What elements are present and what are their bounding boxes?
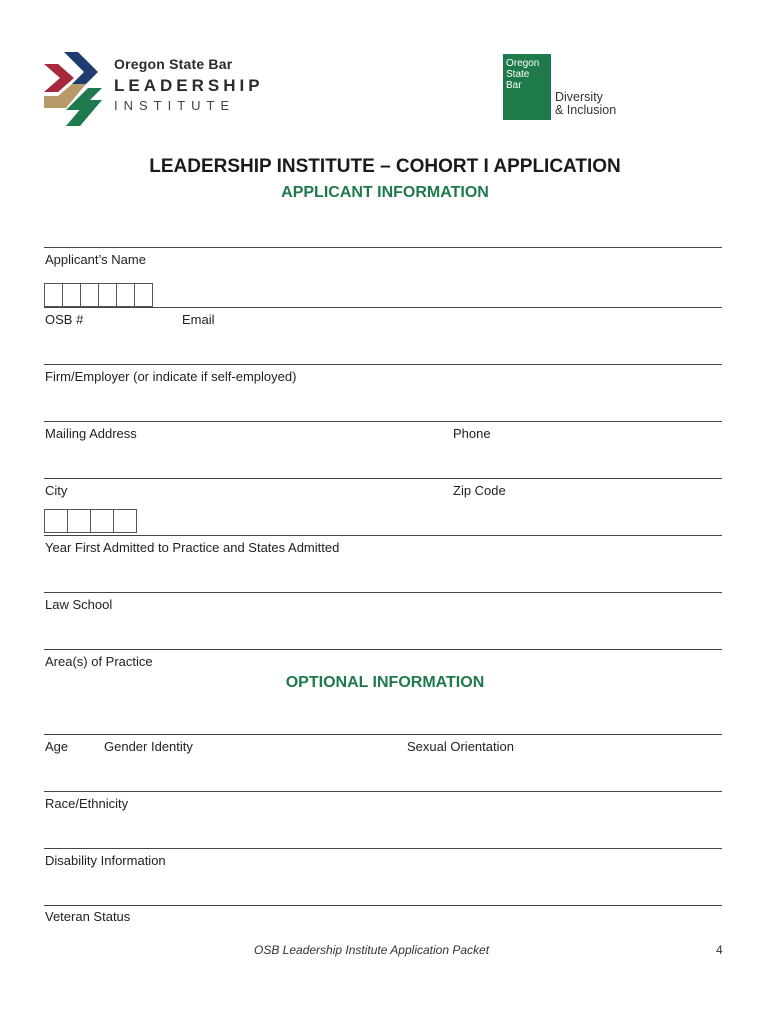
badge-line-3: Bar bbox=[506, 80, 522, 91]
logo-line-2: LEADERSHIP bbox=[114, 76, 264, 95]
year-digit-box[interactable] bbox=[113, 509, 137, 533]
osb-digit-box[interactable] bbox=[134, 283, 153, 307]
city-label: City bbox=[45, 483, 68, 498]
optional-section-heading: OPTIONAL INFORMATION bbox=[285, 674, 485, 691]
practice-label: Area(s) of Practice bbox=[45, 654, 153, 669]
year-field-line[interactable] bbox=[44, 535, 722, 536]
osb-digit-box[interactable] bbox=[98, 283, 117, 307]
city-field-line[interactable] bbox=[44, 478, 722, 479]
practice-field-line[interactable] bbox=[44, 649, 722, 650]
footer-text: OSB Leadership Institute Application Packet bbox=[254, 943, 490, 957]
race-label: Race/Ethnicity bbox=[45, 796, 129, 811]
law-school-field-line[interactable] bbox=[44, 592, 722, 593]
chevron-logo-icon bbox=[44, 52, 108, 130]
osb-email-field-line[interactable] bbox=[44, 307, 722, 308]
law-school-label: Law School bbox=[45, 597, 113, 612]
inclusion-label: & Inclusion bbox=[555, 103, 617, 117]
year-label: Year First Admitted to Practice and States Admitted bbox=[45, 540, 340, 555]
race-field-line[interactable] bbox=[44, 791, 722, 792]
mailing-field-line[interactable] bbox=[44, 421, 722, 422]
orientation-label: Sexual Orientation bbox=[407, 739, 514, 754]
osb-digit-box[interactable] bbox=[116, 283, 135, 307]
veteran-label: Veteran Status bbox=[45, 909, 131, 924]
year-digit-box[interactable] bbox=[67, 509, 91, 533]
osb-digit-box[interactable] bbox=[62, 283, 81, 307]
osb-label: OSB # bbox=[45, 312, 84, 327]
osb-digit-box[interactable] bbox=[44, 283, 63, 307]
age-gender-field-line[interactable] bbox=[44, 734, 722, 735]
age-label: Age bbox=[45, 739, 69, 754]
zip-label: Zip Code bbox=[453, 483, 506, 498]
firm-field-line[interactable] bbox=[44, 364, 722, 365]
osb-number-boxes[interactable] bbox=[44, 283, 152, 307]
page-title: LEADERSHIP INSTITUTE – COHORT I APPLICATION bbox=[149, 156, 621, 177]
year-boxes[interactable] bbox=[44, 509, 136, 533]
osb-digit-box[interactable] bbox=[80, 283, 99, 307]
badge-line-1: Oregon bbox=[506, 58, 540, 69]
diversity-label: Diversity bbox=[555, 90, 603, 104]
badge-line-2: State bbox=[506, 69, 530, 80]
mailing-label: Mailing Address bbox=[45, 426, 137, 441]
year-digit-box[interactable] bbox=[90, 509, 114, 533]
email-label: Email bbox=[182, 312, 215, 327]
name-field-line[interactable] bbox=[44, 247, 722, 248]
disability-label: Disability Information bbox=[45, 853, 166, 868]
disability-field-line[interactable] bbox=[44, 848, 722, 849]
veteran-field-line[interactable] bbox=[44, 905, 722, 906]
applicant-section-heading: APPLICANT INFORMATION bbox=[281, 184, 489, 201]
phone-label: Phone bbox=[453, 426, 491, 441]
page-number: 4 bbox=[716, 943, 723, 957]
osb-leadership-logo bbox=[44, 52, 264, 130]
year-digit-box[interactable] bbox=[44, 509, 68, 533]
gender-label: Gender Identity bbox=[104, 739, 193, 754]
osb-green-badge bbox=[503, 54, 551, 120]
logo-line-1: Oregon State Bar bbox=[114, 56, 233, 72]
diversity-inclusion-logo bbox=[503, 54, 633, 120]
name-label: Applicant’s Name bbox=[45, 252, 146, 267]
logo-line-3: INSTITUTE bbox=[114, 98, 236, 113]
firm-label: Firm/Employer (or indicate if self-employed) bbox=[45, 369, 297, 384]
